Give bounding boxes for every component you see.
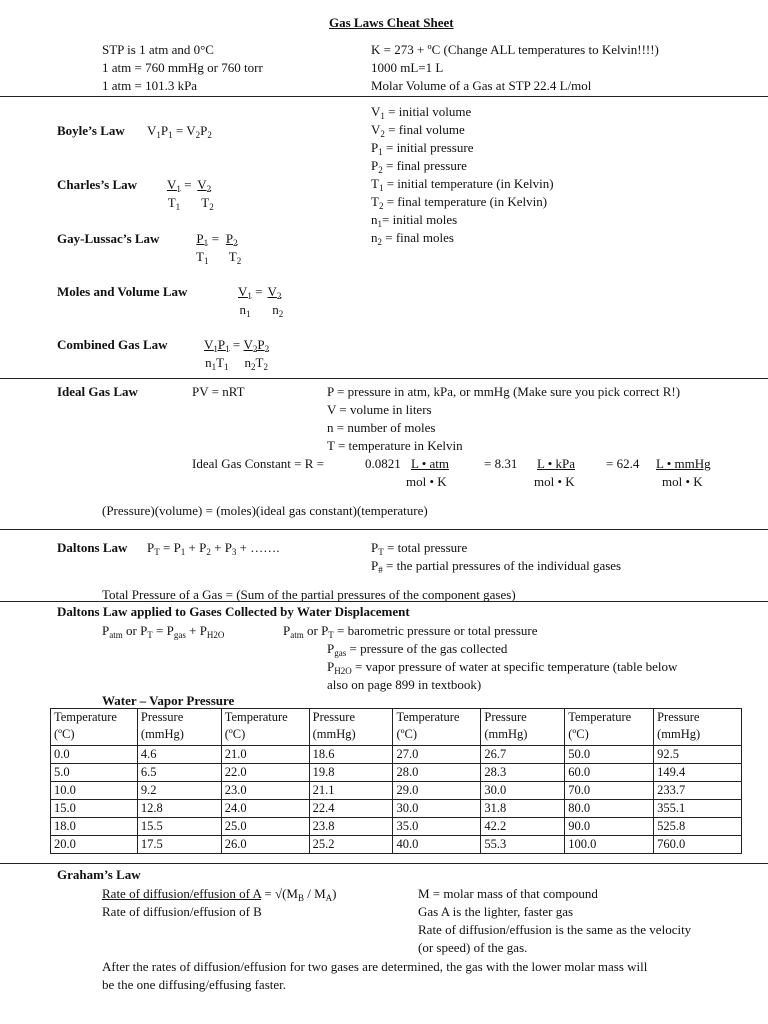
table-cell: 26.0 — [221, 836, 309, 854]
table-cell: 149.4 — [654, 764, 742, 782]
graham-conclusion-cont: be the one diffusing/effusing faster. — [102, 977, 287, 992]
r-unit-mmhg-den: mol • K — [662, 474, 703, 489]
table-cell: 22.4 — [309, 800, 393, 818]
table-header-cell: Pressure (mmHg) — [309, 709, 393, 746]
grahams-law-label: Graham’s Law — [57, 867, 141, 882]
r-value-kpa: = 8.31 — [484, 456, 518, 471]
divider — [0, 378, 768, 379]
daltons-law-label: Daltons Law — [57, 540, 128, 555]
table-cell: 6.5 — [137, 764, 221, 782]
table-header-cell: Temperature (ºC) — [51, 709, 138, 746]
moles-volume-law-label: Moles and Volume Law — [57, 284, 188, 299]
r-value-mmhg: = 62.4 — [606, 456, 640, 471]
table-cell: 29.0 — [393, 782, 481, 800]
table-cell: 19.8 — [309, 764, 393, 782]
table-cell: 0.0 — [51, 746, 138, 764]
dalton-total-pressure: Total Pressure of a Gas = (Sum of the partial pressures of the component gases) — [102, 587, 516, 602]
graham-def-velocity: Rate of diffusion/effusion is the same as the velocity — [418, 922, 692, 937]
ideal-def-v: V = volume in liters — [327, 402, 432, 417]
divider — [0, 863, 768, 864]
ideal-def-p: P = pressure in atm, kPa, or mmHg (Make sure you pick correct R!) — [327, 384, 681, 399]
table-cell: 25.0 — [221, 818, 309, 836]
table-row — [51, 818, 742, 836]
grahams-law-denominator: Rate of diffusion/effusion of B — [102, 904, 262, 919]
table-cell: 90.0 — [565, 818, 654, 836]
gay-lussac-law-label: Gay-Lussac’s Law — [57, 231, 160, 246]
dalton-def-total: $P_T$ = total pressure — [371, 540, 468, 557]
table-cell: 42.2 — [481, 818, 565, 836]
table-cell: 15.5 — [137, 818, 221, 836]
table-cell: 23.8 — [309, 818, 393, 836]
table-cell: 27.0 — [393, 746, 481, 764]
water-def-pgas: $P_{gas}$ = pressure of the gas collected — [327, 641, 508, 658]
graham-def-lighter: Gas A is the lighter, faster gas — [418, 904, 574, 919]
daltons-law-formula: $P_T = P_1 + P_2 + P_3$ + ……. — [147, 540, 280, 557]
table-header-row — [51, 709, 742, 746]
table-cell: 17.5 — [137, 836, 221, 854]
water-displacement-formula: $P_{atm}$ or $P_T = P_{gas} + P_{H2O}$ — [102, 623, 225, 640]
grahams-law-formula: Rate of diffusion/effusion of $A = √(M_B / M_A)$ — [102, 886, 337, 903]
atm-kpa-line: 1 atm = 101.3 kPa — [102, 78, 198, 93]
table-cell: 26.7 — [481, 746, 565, 764]
table-cell: 21.1 — [309, 782, 393, 800]
table-cell: 30.0 — [393, 800, 481, 818]
table-cell: 23.0 — [221, 782, 309, 800]
table-cell: 233.7 — [654, 782, 742, 800]
combined-gas-law-formula: $\frac{V_1P_1}{n_1T_1}$ = $\frac{V_2P_2}{n_2T_2}$ — [204, 337, 270, 372]
page-title: Gas Laws Cheat Sheet — [329, 15, 454, 30]
table-cell: 355.1 — [654, 800, 742, 818]
table-header-cell: Pressure (mmHg) — [654, 709, 742, 746]
var-n1: $n_1=$ initial moles — [371, 212, 458, 229]
table-cell: 31.8 — [481, 800, 565, 818]
r-unit-kpa-den: mol • K — [534, 474, 575, 489]
table-cell: 20.0 — [51, 836, 138, 854]
ideal-def-n: n = number of moles — [327, 420, 436, 435]
table-row — [51, 800, 742, 818]
graham-def-molar-mass: M = molar mass of that compound — [418, 886, 598, 901]
table-header-cell: Pressure (mmHg) — [137, 709, 221, 746]
table-cell: 5.0 — [51, 764, 138, 782]
table-cell: 12.8 — [137, 800, 221, 818]
boyles-law-formula: $V_1P_1 = V_2P_2$ — [147, 123, 212, 140]
r-unit-atm-den: mol • K — [406, 474, 447, 489]
table-cell: 30.0 — [481, 782, 565, 800]
divider — [0, 96, 768, 97]
table-cell: 60.0 — [565, 764, 654, 782]
table-cell: 18.6 — [309, 746, 393, 764]
table-cell: 9.2 — [137, 782, 221, 800]
table-cell: 10.0 — [51, 782, 138, 800]
ideal-gas-constant-label: Ideal Gas Constant = R = — [192, 456, 325, 471]
table-cell: 25.2 — [309, 836, 393, 854]
table-cell: 35.0 — [393, 818, 481, 836]
dalton-def-partial: $P_{\#}$ = the partial pressures of the individual gases — [371, 558, 622, 575]
charles-law-formula: $\frac{V_1}{T_1}$ = $\frac{V_2}{T_2}$ — [167, 177, 214, 212]
kelvin-line: K = 273 + ºC (Change ALL temperatures to Kelvin!!!!) — [371, 42, 659, 57]
moles-volume-law-formula: $\frac{V_1}{n_1}$ = $\frac{V_2}{n_2}$ — [238, 284, 284, 319]
graham-def-velocity-cont: (or speed) of the gas. — [418, 940, 528, 955]
r-unit-atm-num: L • atm — [411, 456, 450, 471]
table-cell: 525.8 — [654, 818, 742, 836]
stp-line: STP is 1 atm and 0°C — [102, 42, 214, 57]
water-displacement-heading: Daltons Law applied to Gases Collected by Water Displacement — [57, 604, 410, 619]
table-cell: 4.6 — [137, 746, 221, 764]
water-def-ph2o: $P_{H2O}$ = vapor pressure of water at specific temperature (table below — [327, 659, 678, 676]
table-row — [51, 746, 742, 764]
var-v1: $V_1$ = initial volume — [371, 104, 472, 121]
ideal-def-t: T = temperature in Kelvin — [327, 438, 463, 453]
table-header-cell: Temperature (ºC) — [393, 709, 481, 746]
gay-lussac-law-formula: $\frac{P_1}{T_1}$ = $\frac{P_2}{T_2}$ — [196, 231, 242, 266]
divider — [0, 529, 768, 530]
table-row — [51, 836, 742, 854]
r-unit-mmhg-num: L • mmHg — [656, 456, 711, 471]
table-header-cell: Temperature (ºC) — [221, 709, 309, 746]
table-cell: 28.3 — [481, 764, 565, 782]
table-header-cell: Temperature (ºC) — [565, 709, 654, 746]
table-cell: 92.5 — [654, 746, 742, 764]
molar-volume-line: Molar Volume of a Gas at STP 22.4 L/mol — [371, 78, 592, 93]
ideal-gas-law-label: Ideal Gas Law — [57, 384, 138, 399]
ideal-gas-law-formula: PV = nRT — [192, 384, 245, 399]
var-t1: $T_1$ = initial temperature (in Kelvin) — [371, 176, 554, 193]
ml-liter-line: 1000 mL=1 L — [371, 60, 444, 75]
vapor-table-title: Water – Vapor Pressure — [102, 693, 235, 708]
var-p2: $P_2$ = final pressure — [371, 158, 467, 175]
table-cell: 40.0 — [393, 836, 481, 854]
table-cell: 50.0 — [565, 746, 654, 764]
var-t2: $T_2$ = final temperature (in Kelvin) — [371, 194, 548, 211]
table-row — [51, 764, 742, 782]
table-cell: 55.3 — [481, 836, 565, 854]
table-cell: 760.0 — [654, 836, 742, 854]
table-cell: 21.0 — [221, 746, 309, 764]
divider — [0, 601, 768, 602]
graham-conclusion: After the rates of diffusion/effusion for two gases are determined, the gas with the lower molar mass will — [102, 959, 648, 974]
var-v2: $V_2$ = final volume — [371, 122, 465, 139]
table-cell: 24.0 — [221, 800, 309, 818]
table-header-cell: Pressure (mmHg) — [481, 709, 565, 746]
table-cell: 28.0 — [393, 764, 481, 782]
var-n2: $n_2$ = final moles — [371, 230, 454, 247]
combined-gas-law-label: Combined Gas Law — [57, 337, 168, 352]
table-cell: 15.0 — [51, 800, 138, 818]
atm-mmhg-line: 1 atm = 760 mmHg or 760 torr — [102, 60, 263, 75]
ideal-gas-words: (Pressure)(volume) = (moles)(ideal gas constant)(temperature) — [102, 503, 428, 518]
boyles-law-label: Boyle’s Law — [57, 123, 125, 138]
r-value-atm: 0.0821 — [365, 456, 401, 471]
table-cell: 80.0 — [565, 800, 654, 818]
water-def-ph2o-cont: also on page 899 in textbook) — [327, 677, 482, 692]
table-cell: 100.0 — [565, 836, 654, 854]
table-cell: 22.0 — [221, 764, 309, 782]
water-def-patm: $P_{atm}$ or $P_T$ = barometric pressure or total pressure — [283, 623, 538, 640]
table-cell: 70.0 — [565, 782, 654, 800]
var-p1: $P_1$ = initial pressure — [371, 140, 474, 157]
table-row — [51, 782, 742, 800]
vapor-pressure-table — [50, 708, 742, 854]
charles-law-label: Charles’s Law — [57, 177, 138, 192]
r-unit-kpa-num: L • kPa — [537, 456, 576, 471]
table-cell: 18.0 — [51, 818, 138, 836]
